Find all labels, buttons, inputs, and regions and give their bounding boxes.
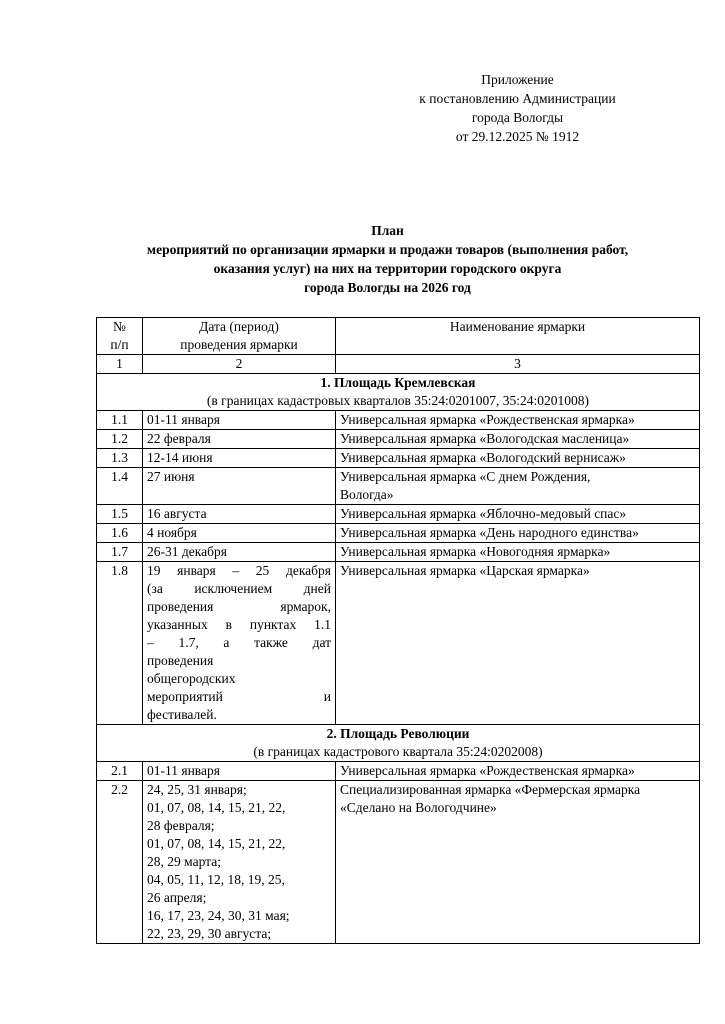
title-line: города Вологды на 2026 год (304, 280, 471, 295)
date-cell-multiline: 24, 25, 31 января; 01, 07, 08, 14, 15, 21, 22, 28 февраля; 01, 07, 08, 14, 15, 21, 22, 28, 29 марта; 04, 05, 11, 12, 18, 19, 25, 26 апреля; 16, 17, 23, 24, 30, 31 мая; 22, 23, 29, 30 августа; (143, 781, 336, 944)
title-line: План (371, 223, 404, 238)
fair-plan-table (96, 317, 700, 944)
section-subtitle: (в границах кадастровых кварталов 35:24:0201007, 35:24:0201008) (206, 393, 590, 408)
section-title: 2. Площадь Революции (326, 726, 470, 741)
table-row: 1.7 26-31 декабря Универсальная ярмарка «Новогодняя ярмарка» (97, 543, 700, 562)
header-name: Наименование ярмарки (336, 318, 700, 355)
table-row: 1.2 22 февраля Универсальная ярмарка «Вологодская масленица» (97, 430, 700, 449)
appendix-line: города Вологды (471, 110, 564, 125)
table-row: 2.1 01-11 января Универсальная ярмарка «Рождественская ярмарка» (97, 762, 700, 781)
appendix-block (375, 70, 660, 146)
column-number: 3 (336, 355, 700, 374)
column-number: 2 (143, 355, 336, 374)
title-line: мероприятий по организации ярмарки и продажи товаров (выполнения работ, (146, 242, 629, 257)
column-number-row (97, 355, 700, 374)
title-line: оказания услуг) на них на территории городского округа (213, 261, 562, 276)
section-header-row (97, 725, 700, 762)
table-header-row (97, 318, 700, 355)
table-row: 1.3 12-14 июня Универсальная ярмарка «Вологодский вернисаж» (97, 449, 700, 468)
appendix-line: Приложение (481, 72, 554, 87)
appendix-line: от 29.12.2025 № 1912 (455, 129, 580, 144)
column-number: 1 (97, 355, 143, 374)
section-subtitle: (в границах кадастрового квартала 35:24:0202008) (253, 744, 543, 759)
table-row: 1.1 01-11 января Универсальная ярмарка «Рождественская ярмарка» (97, 411, 700, 430)
section-header (97, 725, 700, 762)
date-cell-multiline: 19 января – 25 декабря (за исключением дней проведения ярмарок, указанных в пунктах 1.1 – 1.7, а также дат проведения общегородских мероприятий и фестивалей. (143, 562, 336, 725)
table-row: 1.4 27 июня Универсальная ярмарка «С днем Рождения, Вологда» (97, 468, 700, 505)
appendix-line: к постановлению Администрации (419, 91, 616, 106)
header-date: Дата (период) проведения ярмарки (143, 318, 336, 355)
section-header (97, 374, 700, 411)
section-title: 1. Площадь Кремлевская (320, 375, 476, 390)
document-title (60, 221, 715, 297)
table-row: 2.2 24, 25, 31 января; 01, 07, 08, 14, 15, 21, 22, 28 февраля; 01, 07, 08, 14, 15, 21, 22, 28, 29 марта; 04, 05, 11, 12, 18, 19, 25, 26 апреля; 16, 17, 23, 24, 30, 31 мая; 22, 23, 29, 30 августа; Специализированная ярмарка «Фермерская ярмарка «Сделано на Вологодчине» (97, 781, 700, 944)
header-num: № п/п (97, 318, 143, 355)
table-row: 1.5 16 августа Универсальная ярмарка «Яблочно-медовый спас» (97, 505, 700, 524)
section-header-row (97, 374, 700, 411)
table-row: 1.6 4 ноября Универсальная ярмарка «День народного единства» (97, 524, 700, 543)
table-row: 1.8 19 января – 25 декабря (за исключением дней проведения ярмарок, указанных в пунктах 1.1 – 1.7, а также дат проведения общегородских мероприятий и фестивалей. Универсальная ярмарка «Царская ярмарка» (97, 562, 700, 725)
